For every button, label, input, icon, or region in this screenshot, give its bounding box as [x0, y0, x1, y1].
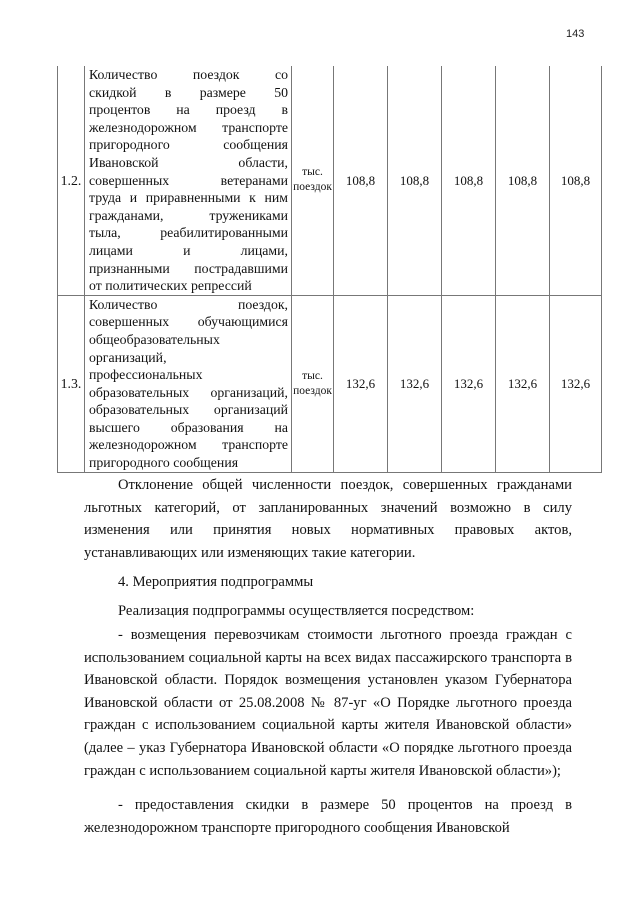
measure-item-1: - возмещения перевозчикам стоимости льготного проезда граждан с использованием социальной карты на всех видах пассажирского транспорта в Ивановской области. Порядок возмещения установлен указом Губернатора Ивановской области от 25.08.2008 № 87-уг «О Порядке льготного проезда граждан с использованием социальной карты жителя Ивановской области» (далее – указ Губернатора Ивановской области «О порядке льготного проезда граждан с использованием социальной карты жителя Ивановской области»); [84, 627, 572, 779]
section-heading: 4. Мероприятия подпрограммы [118, 574, 314, 590]
indicators-table [57, 66, 602, 473]
page-number: 143 [566, 28, 585, 40]
unit-cell: тыс. поездок [292, 295, 334, 472]
table-row [58, 66, 602, 295]
deviation-paragraph: Отклонение общей численности поездок, совершенных гражданами льготных категорий, от запланированных значений возможно в силу изменения или принятия новых нормативных правовых актов, устанавливающих или изменяющих такие категории. [84, 477, 572, 561]
measure-item-2: - предоставления скидки в размере 50 процентов на проезд в железнодорожном транспорте пригородного сообщения Ивановской [84, 797, 572, 836]
value-cell: 108,8 [388, 66, 442, 295]
indicator-description: Количество поездок со скидкой в размере 50 процентов на проезд в железнодорожном транспорте пригородного сообщения Ивановской области, совершенных ветеранами труда и приравненными к ним гражданами, тружениками тыла, реабилитированными лицами и лицами, признанными пострадавшими от политических репрессий [85, 66, 292, 295]
value-cell: 132,6 [388, 295, 442, 472]
unit-cell: тыс. поездок [292, 66, 334, 295]
value-cell: 108,8 [334, 66, 388, 295]
indicator-description: Количество поездок, совершенных обучающимися общеобразовательных организаций, профессиональных образовательных организаций, образовательных организаций высшего образования на железнодорожном транспорте пригородного сообщения [85, 295, 292, 472]
value-cell: 132,6 [550, 295, 602, 472]
value-cell: 108,8 [550, 66, 602, 295]
value-cell: 132,6 [442, 295, 496, 472]
table-row [58, 295, 602, 472]
row-number: 1.2. [58, 66, 85, 295]
value-cell: 108,8 [496, 66, 550, 295]
value-cell: 132,6 [334, 295, 388, 472]
row-number: 1.3. [58, 295, 85, 472]
value-cell: 132,6 [496, 295, 550, 472]
value-cell: 108,8 [442, 66, 496, 295]
intro-paragraph: Реализация подпрограммы осуществляется посредством: [118, 603, 475, 619]
